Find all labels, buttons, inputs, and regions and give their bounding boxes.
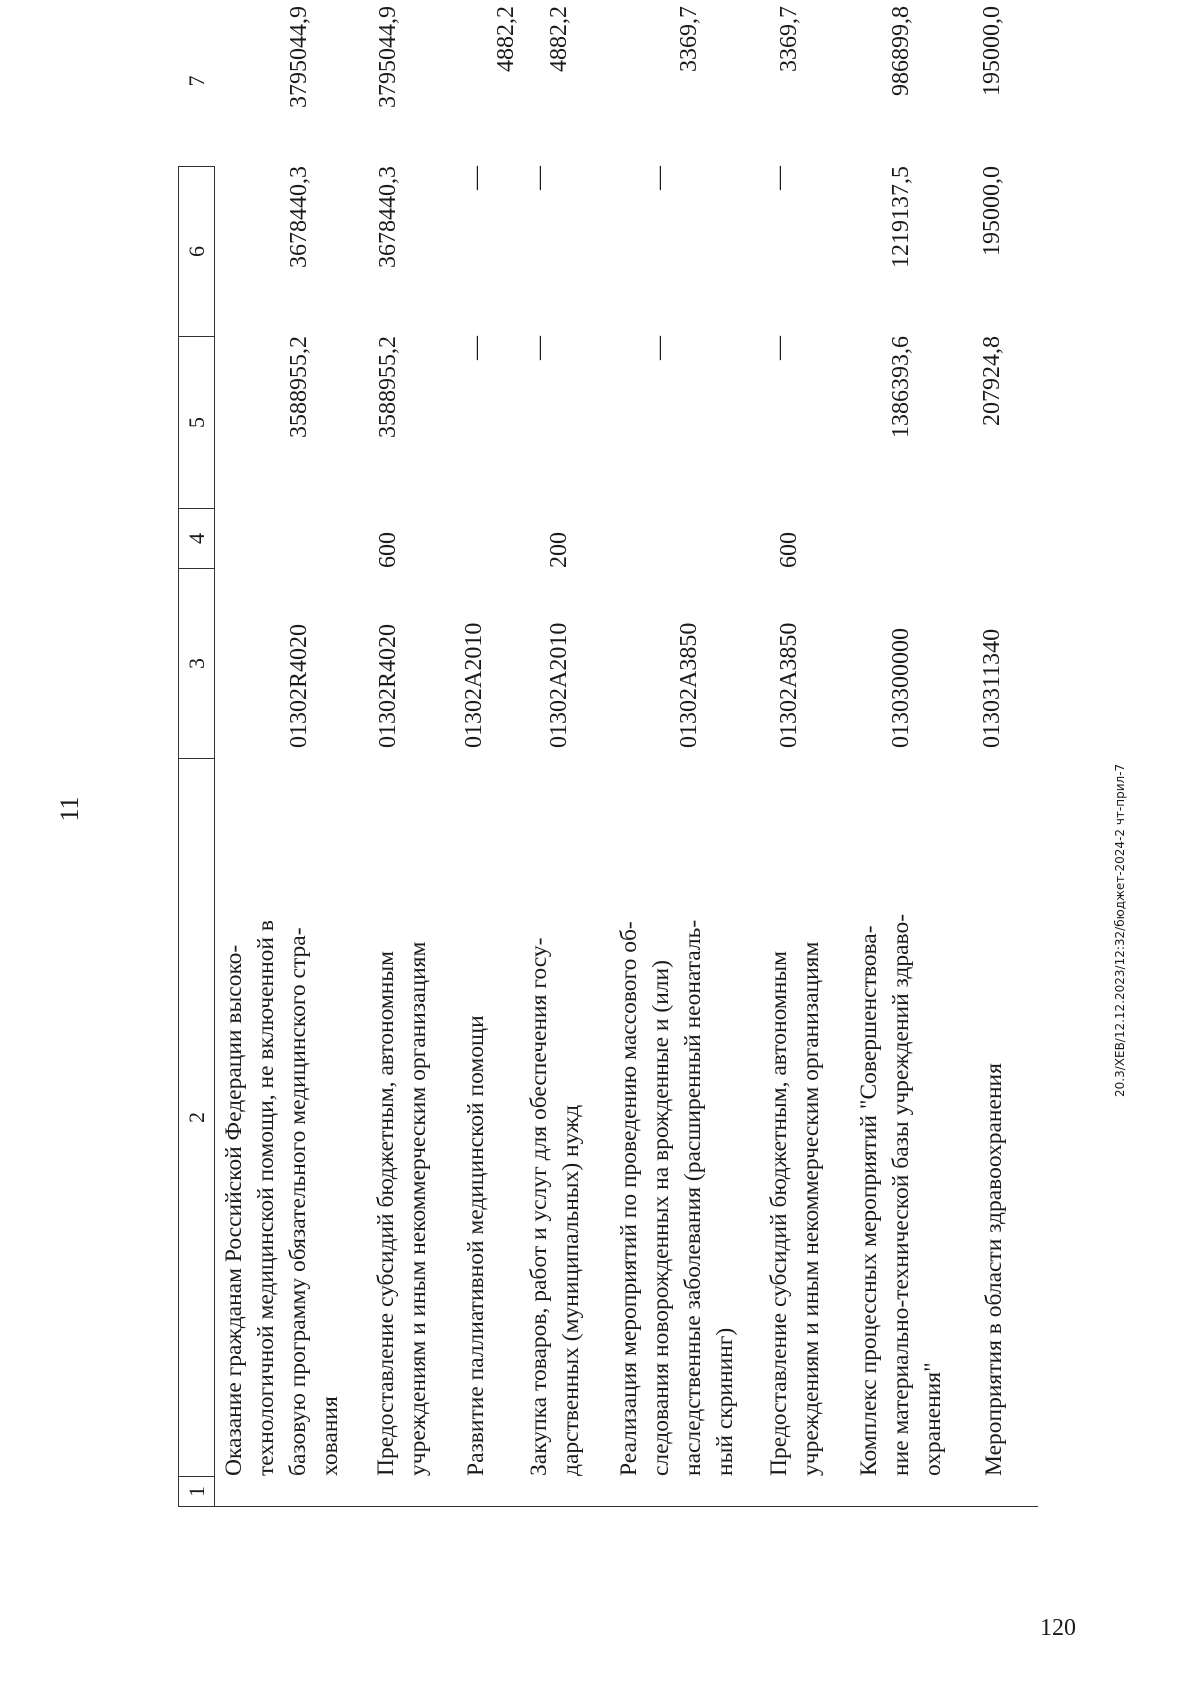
row-name-line: Оказание гражданам Российской Федерации высоко-	[221, 944, 247, 1476]
row-value-2026: 4882,2	[493, 6, 519, 72]
row-name-line: охранения"	[920, 1362, 946, 1476]
row-type: 600	[776, 532, 802, 568]
row-name-line: наследственные заболевания (расширенный неонаталь-	[680, 919, 706, 1476]
row-code: 01302A3850	[676, 622, 702, 748]
table-row	[370, 6, 440, 1506]
row-code: 0130300000	[888, 628, 914, 748]
row-value-2024: 207924,8	[979, 336, 1005, 426]
row-code: 01302R4020	[375, 623, 401, 748]
row-value-2026: 3369,7	[676, 6, 702, 72]
row-name	[978, 758, 1010, 1476]
row-value-2026: 195000,0	[979, 6, 1005, 96]
row-name-line: учреждениям и иным некоммерческим организациям	[405, 941, 431, 1476]
row-value-2025: 1219137,5	[888, 166, 914, 268]
row-name	[763, 758, 827, 1476]
row-name	[460, 758, 492, 1476]
row-value-2024: 1386393,6	[888, 336, 914, 438]
header-col-7: 7	[184, 75, 209, 87]
row-name-line: ный скрининг)	[712, 1327, 738, 1476]
table-row	[853, 6, 958, 1506]
row-name-line: базовую программу обязательного медицинского стра-	[285, 927, 311, 1476]
header-col-5: 5	[179, 336, 214, 508]
row-code: 01302R4020	[286, 623, 312, 748]
row-name	[613, 758, 741, 1476]
row-code: 01302A2010	[461, 622, 487, 748]
row-type: 600	[375, 532, 401, 568]
row-name-line: учреждениям и иным некоммерческим организациям	[798, 941, 824, 1476]
row-value-2026: 3795044,9	[375, 6, 401, 108]
table-row	[460, 6, 519, 1506]
row-value-2024: 3588955,2	[286, 336, 312, 438]
row-name	[218, 758, 346, 1476]
page-number-top: 11	[55, 796, 84, 822]
table-row	[218, 6, 353, 1506]
row-name-line: Комплекс процессных мероприятий "Совершенствова-	[856, 925, 882, 1476]
row-value-2025: —	[766, 166, 792, 190]
row-value-2025: —	[463, 166, 489, 190]
row-value-2024: 3588955,2	[375, 336, 401, 438]
header-col-6: 6	[179, 166, 214, 336]
row-name-line: дарственных (муниципальных) нужд	[558, 1104, 584, 1476]
table-row	[523, 6, 593, 1506]
row-code: 01302A3850	[776, 622, 802, 748]
row-name	[853, 758, 949, 1476]
row-name	[370, 758, 434, 1476]
row-value-2025: 3678440,3	[286, 166, 312, 268]
row-name-line: Развитие паллиативной медицинской помощи	[463, 1015, 489, 1476]
header-col-2: 2	[179, 758, 214, 1476]
row-value-2024: —	[646, 336, 672, 360]
row-value-2026: 986899,8	[888, 6, 914, 96]
row-name-line: следования новорожденных на врожденные и (или)	[648, 960, 674, 1476]
row-value-2025: 3678440,3	[375, 166, 401, 268]
row-name-line: Предоставление субсидий бюджетным, автономным	[373, 951, 399, 1476]
row-name-line: ние материально-технической базы учреждений здраво-	[888, 913, 914, 1476]
table-row	[978, 6, 1018, 1506]
row-value-2025: —	[646, 166, 672, 190]
header-col-4: 4	[179, 508, 214, 568]
row-name	[523, 758, 587, 1476]
row-code: 0130311340	[979, 628, 1005, 748]
header-col-3: 3	[179, 568, 214, 758]
row-name-line: Предоставление субсидий бюджетным, автономным	[766, 951, 792, 1476]
row-name-line: технологичной медицинской помощи, не включенной в	[253, 920, 279, 1476]
page-number-bottom: 120	[1040, 1615, 1076, 1641]
row-value-2025: —	[526, 166, 552, 190]
footer-note: 20.3/XEB/12.12.2023/12:32/бюджет-2024-2 чт-прил-7	[1113, 763, 1127, 1097]
table-header	[178, 75, 215, 1506]
table-row	[613, 6, 748, 1506]
row-code: 01302A2010	[546, 622, 572, 748]
row-value-2026: 3369,7	[776, 6, 802, 72]
row-value-2024: —	[526, 336, 552, 360]
row-name-line: Закупка товаров, работ и услуг для обеспечения госу-	[526, 937, 552, 1476]
row-name-line: Мероприятия в области здравоохранения	[981, 1063, 1007, 1476]
row-value-2024: —	[463, 336, 489, 360]
table-row	[763, 6, 833, 1506]
row-value-2026: 3795044,9	[286, 6, 312, 108]
row-name-line: хования	[317, 1396, 343, 1476]
row-type: 200	[546, 532, 572, 568]
row-value-2024: —	[766, 336, 792, 360]
row-name-line: Реализация мероприятий по проведению массового об-	[616, 921, 642, 1476]
header-col-1: 1	[179, 1476, 214, 1506]
budget-table	[178, 6, 1038, 1507]
row-value-2026: 4882,2	[546, 6, 572, 72]
row-value-2025: 195000,0	[979, 166, 1005, 256]
